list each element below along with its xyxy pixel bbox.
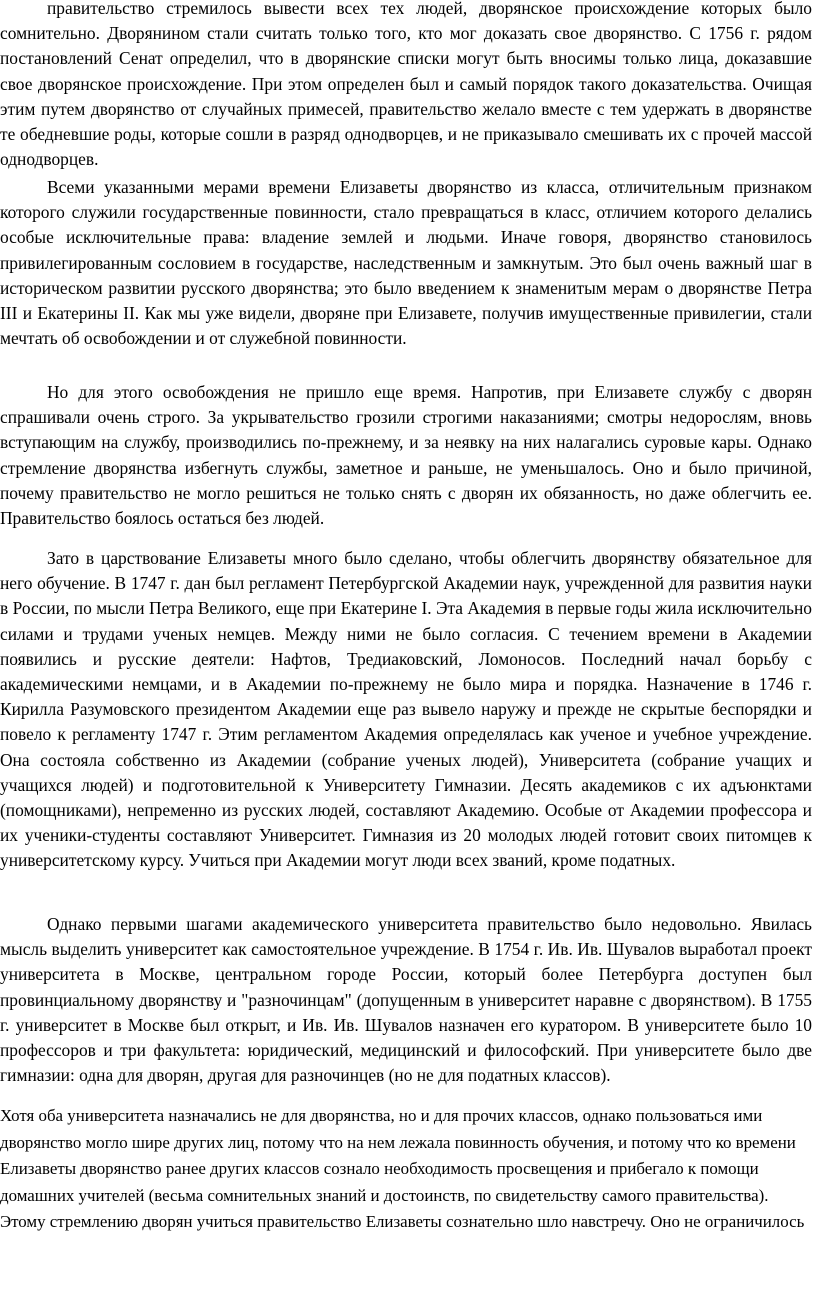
paragraph-service-duty: Но для этого освобождения не пришло еще время. Напротив, при Елизавете службу с дворян спрашивали очень строго. За укрывательство грозили строгими наказаниями; смотры недорослям, вновь вступающим на службу, производились по-прежнему, и за неявку на них налагались суровые кары. Однако стремление дворянства избегнуть службы, заметное и раньше, не уменьшалось. Оно и было причиной, почему правительство не могло решиться не только снять с дворян их обязанность, но даже облегчить ее. Правительство боялось остаться без людей. — [0, 382, 812, 529]
paragraph-privileged-estate: Всеми указанными мерами времени Елизаветы дворянство из класса, отличительным признаком которого служили государственные повинности, стало превращаться в класс, отличием которого делались особые исключительные права: владение землей и людьми. Иначе говоря, дворянство становилось привилегированным сословием в государстве, наследственным и замкнутым. Это был очень важный шаг в историческом развитии русского дворянства; это было введением к знаменитым мерам о дворянстве Петра III и Екатерины II. Как мы уже видели, дворяне при Елизавете, получив имущественные привилегии, стали мечтать об освобождении и от служебной повинности. — [0, 177, 812, 349]
paragraph-education-nobility: Хотя оба университета назначались не для дворянства, но и для прочих классов, однако пользоваться ими дворянство могло шире других лиц, потому что на нем лежала повинность обучения, и потому что ко времени Елизаветы дворянство ранее других классов сознало необходимость просвещения и прибегало к помощи домашних учителей (весьма сомнительных знаний и достоинств, по свидетельству самого правительства). Этому стремлению дворян учиться правительство Елизаветы сознательно шло навстречу. Оно не ограничилось — [0, 1106, 805, 1231]
paragraph-noble-lists: правительство стремилось вывести всех тех людей, дворянское происхождение которых было сомнительно. Дворянином стали считать только того, кто мог доказать свое дворянство. С 1756 г. рядом постановлений Сенат определил, что в дворянские списки могут быть вносимы только лица, доказавшие свое дворянское происхождение. При этом определен был и самый порядок такого доказательства. Очищая этим путем дворянство от случайных примесей, правительство желало вместе с тем удержать в дворянстве те обедневшие роды, которые сошли в разряд однодворцев, и не приказывало смешивать их с прочей массой однодворцев. — [0, 0, 812, 170]
paragraph-academy-regulation: Зато в царствование Елизаветы много было сделано, чтобы облегчить дворянству обязательное для него обучение. В 1747 г. дан был регламент Петербургской Академии наук, учрежденной для развития науки в России, по мысли Петра Великого, еще при Екатерине I. Эта Академия в первые годы жила исключительно силами и трудами ученых немцев. Между ними не было согласия. С течением времени в Академии появились и русские деятели: Нафтов, Тредиаковский, Ломоносов. Последний начал борьбу с академическими немцами, и в Академии по-прежнему не было мира и порядка. Назначение в 1746 г. Кирилла Разумовского президентом Академии еще раз вывело наружу и прежде не скрытые беспорядки и повело к регламенту 1747 г. Этим регламентом Академия определялась как ученое и учебное учреждение. Она состояла собственно из Академии (собрание ученых людей), Университета (собрание учащих и учащихся людей) и подготовительной к Университету Гимназии. Десять академиков с их адъюнктами (помощниками), непременно из русских людей, составляют Академию. Особые от Академии профессора и их ученики-студенты составляют Университет. Гимназия из 20 молодых людей готовит своих питомцев к университетскому курсу. Учиться при Академии могут люди всех званий, кроме податных. — [0, 548, 812, 871]
paragraph-moscow-university: Однако первыми шагами академического университета правительство было недовольно. Явилась мысль выделить университет как самостоятельное учреждение. В 1754 г. Ив. Ив. Шувалов выработал проект университета в Москве, центральном городе России, который более Петербурга доступен был провинциальному дворянству и "разночинцам" (допущенным в университет наравне с дворянством). В 1755 г. университет в Москве был открыт, и Ив. Ив. Шувалов назначен его куратором. В университете было 10 профессоров и три факультета: юридический, медицинский и философский. При университете было две гимназии: одна для дворян, другая для разночинцев (но не для податных классов). — [0, 914, 812, 1086]
